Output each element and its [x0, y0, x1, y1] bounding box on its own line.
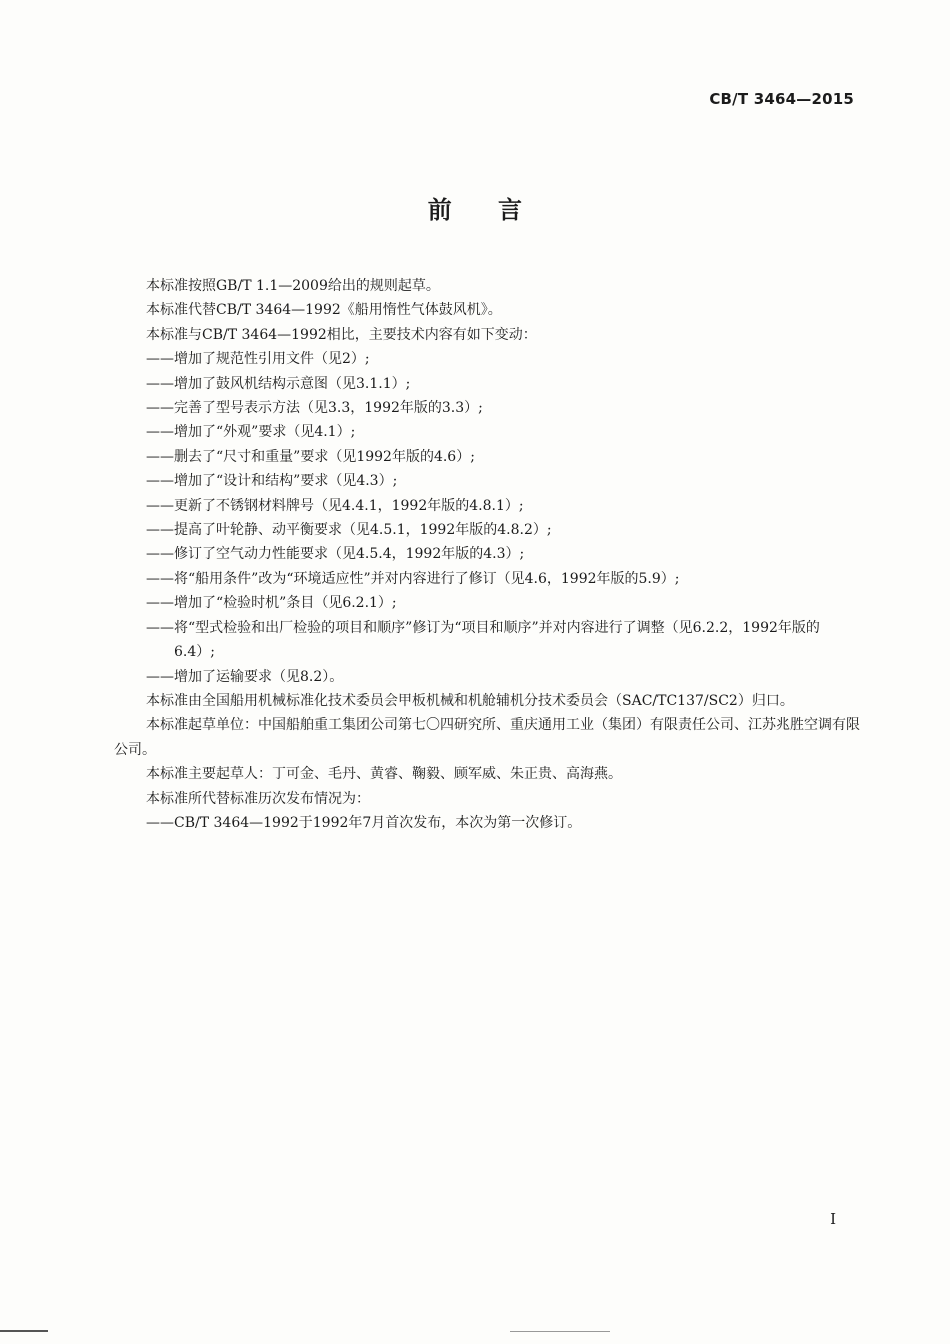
change-item: ——将“船用条件”改为“环境适应性”并对内容进行了修订（见4.6，1992年版的5.9）;: [146, 570, 680, 587]
change-item: ——更新了不锈钢材料牌号（见4.4.1，1992年版的4.8.1）;: [146, 497, 524, 514]
page-title: [0, 190, 950, 225]
title-char-2: 言: [498, 196, 523, 224]
change-item: ——提高了叶轮静、动平衡要求（见4.5.1，1992年版的4.8.2）;: [146, 522, 552, 539]
foreword-body: [114, 274, 860, 835]
change-item: ——增加了鼓风机结构示意图（见3.1.1）;: [146, 375, 411, 392]
change-item: ——完善了型号表示方法（见3.3，1992年版的3.3）;: [146, 400, 483, 417]
history-item: ——CB/T 3464—1992于1992年7月首次发布，本次为第一次修订。: [146, 814, 582, 831]
paragraph-drafters: 本标准主要起草人：丁可金、毛丹、黄睿、鞠毅、顾军威、朱正贵、高海燕。: [146, 766, 622, 783]
scan-edge-mark: [510, 1331, 610, 1332]
change-item: ——增加了“检验时机”条目（见6.2.1）;: [146, 595, 397, 612]
change-item: ——增加了“外观”要求（见4.1）;: [146, 424, 356, 441]
change-item: ——修订了空气动力性能要求（见4.5.4，1992年版的4.3）;: [146, 546, 525, 563]
paragraph-drafting-units: 本标准起草单位：中国船舶重工集团公司第七〇四研究所、重庆通用工业（集团）有限责任公司、江苏兆胜空调有限公司。: [114, 717, 860, 758]
paragraph-responsible-committee: 本标准由全国船用机械标准化技术委员会甲板机械和机舱辅机分技术委员会（SAC/TC137/SC2）归口。: [146, 692, 794, 709]
change-item: ——将“型式检验和出厂检验的项目和顺序”修订为“项目和顺序”并对内容进行了调整（见6.2.2，1992年版的6.4）;: [146, 619, 820, 661]
paragraph-drafting-rules: 本标准按照GB/T 1.1—2009给出的规则起草。: [146, 278, 440, 294]
change-item: ——增加了运输要求（见8.2）。: [146, 668, 344, 685]
paragraph-replaces: 本标准代替CB/T 3464—1992《船用惰性气体鼓风机》。: [146, 302, 502, 319]
scan-edge-mark: [0, 1330, 48, 1332]
change-item: ——增加了“设计和结构”要求（见4.3）;: [146, 473, 398, 490]
paragraph-changes-intro: 本标准与CB/T 3464—1992相比，主要技术内容有如下变动：: [146, 326, 537, 343]
page-number: I: [830, 1210, 836, 1228]
title-char-1: 前: [427, 196, 452, 224]
paragraph-history-intro: 本标准所代替标准历次发布情况为：: [146, 790, 370, 807]
standard-code: CB/T 3464—2015: [709, 90, 854, 108]
change-item: ——增加了规范性引用文件（见2）;: [146, 351, 370, 368]
change-item: ——删去了“尺寸和重量”要求（见1992年版的4.6）;: [146, 448, 475, 465]
